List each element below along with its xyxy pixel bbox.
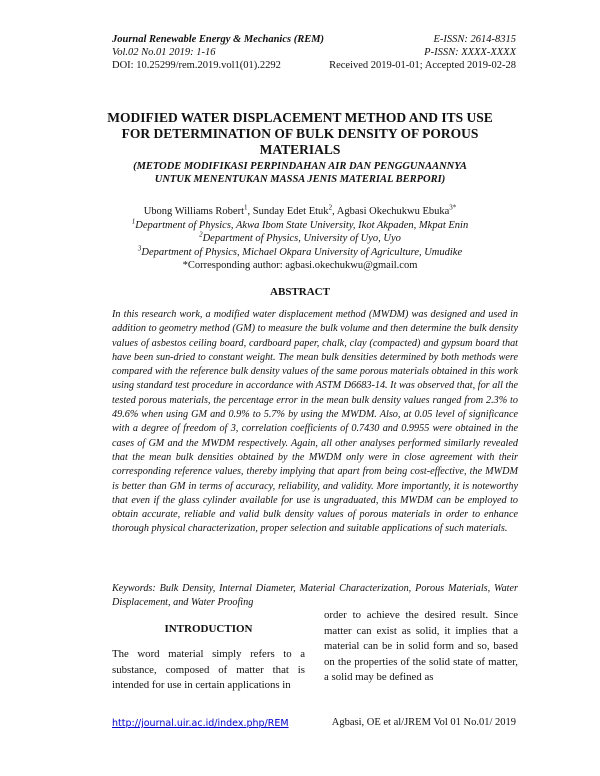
intro-column-right: order to achieve the desired result. Since matter can exist as solid, it implies that a material can be in solid form and so, based on the properties of the solid state of matter, a solid may be defined as [324, 609, 518, 683]
author-3: , Agbasi Okechukwu Ebuka [332, 206, 450, 217]
author-3-sup: 3* [449, 203, 457, 212]
affiliation-1: $^1$Department of Physics, Akwa Ibom State University, Ikot Akpaden, Mkpat Enin [131, 217, 469, 231]
journal-name: Journal Renewable Energy & Mechanics (REM) [112, 34, 325, 45]
title-line-1: MODIFIED WATER DISPLACEMENT METHOD AND ITS USE [107, 110, 493, 125]
paper-subtitle [60, 160, 540, 186]
footer-citation: Agbasi, OE et al/JREM Vol 01 No.01/ 2019 [331, 717, 516, 728]
journal-header-right [329, 33, 516, 72]
journal-volume: Vol.02 No.01 2019: 1-16 [112, 47, 216, 58]
title-line-3: MATERIALS [259, 142, 341, 157]
introduction-heading: INTRODUCTION [164, 623, 253, 635]
journal-url-link[interactable]: http://journal.uir.ac.id/index.php/REM [112, 718, 289, 729]
subtitle-line-1: (METODE MODIFIKASI PERPINDAHAN AIR DAN PENGGUNAANNYA [133, 161, 467, 172]
eissn: E-ISSN: 2614-8315 [433, 34, 516, 45]
author-block [60, 205, 540, 273]
journal-header-left [112, 33, 324, 72]
author-2-sup: 2 [328, 203, 333, 212]
affiliation-3: $^3$Department of Physics, Michael Okpara University of Agriculture, Umudike [137, 244, 463, 258]
abstract-heading: ABSTRACT [270, 286, 330, 298]
author-2: , Sunday Edet Etuk [247, 206, 329, 217]
intro-column-left: The word material simply refers to a substance, composed of matter that is intended for use in certain applications in [112, 648, 305, 691]
corresponding-author: *Corresponding author: agbasi.okechukwu@gmail.com [182, 260, 418, 271]
author-1-sup: 1 [243, 203, 248, 212]
abstract-text: In this research work, a modified water displacement method (MWDM) was designed and used in addition to geometry method (GM) to measure the bulk volume and then determine the bulk density values of asbestos ceiling board, cardboard paper, chalk, clay (compacted) and gypsum board that have been sun-dried to constant weight. The mean bulk densities determined by both methods were compared with the reference bulk density values of the same porous materials obtained in this work using standard test procedure in accordance with ASTM D6683-14. It was observed that, for all the tested porous materials, the percentage error in the mean bulk density values ranged from 2.3% to 49.6% when using GM and 0.9% to 5.7% by using the MWDM. Also, at 0.05 level of significance with a degree of freedom of 3, correlation coefficients of 0.7430 and 0.9955 were obtained in the cases of GM and the MWDM respectively. Again, all other analyses performed similarly revealed that the mean bulk densities obtained by the MWDM only were in close agreement with their corresponding reference values, thereby implying that apart from being cost-effective, the MWDM is better than GM in terms of accuracy, reliability, and validity. More importantly, it is noteworthy that even if the glass cylinder available for use is ungraduated, this MWDM can be employed to obtain accurate, reliable and valid bulk density values of porous materials in order to enhance thorough physical characterization, proper selection and suitable applications of such materials. [112, 309, 518, 535]
pissn: P-ISSN: XXXX-XXXX [424, 47, 516, 58]
title-line-2: FOR DETERMINATION OF BULK DENSITY OF POROUS [121, 126, 479, 141]
affiliation-2: $^2$Department of Physics, University of Uyo, Uyo [199, 230, 401, 244]
author-1: Ubong Williams Robert [143, 206, 244, 217]
received-date: Received 2019-01-01; Accepted 2019-02-28 [329, 60, 516, 71]
keywords: Keywords: Bulk Density, Internal Diameter, Material Characterization, Porous Materials, Water Displacement, and Water Proofing [112, 583, 518, 609]
subtitle-line-2: UNTUK MENENTUKAN MASSA JENIS MATERIAL BERPORI) [154, 174, 446, 185]
paper-title [60, 110, 540, 158]
journal-doi: DOI: 10.25299/rem.2019.vol1(01).2292 [112, 60, 281, 71]
